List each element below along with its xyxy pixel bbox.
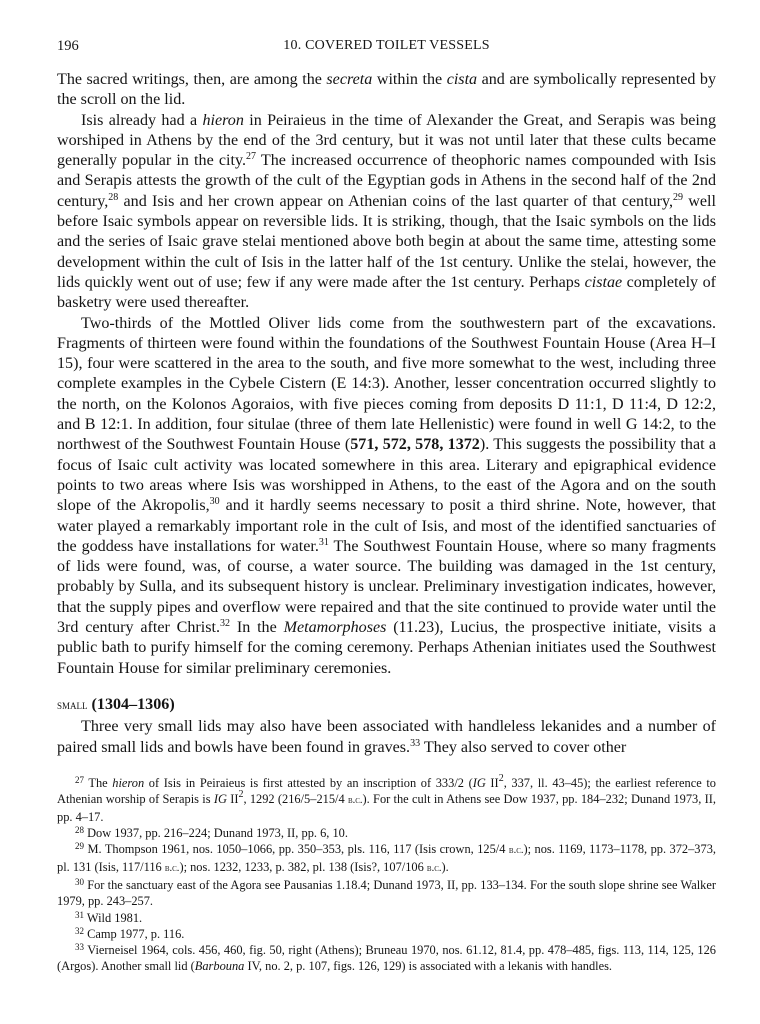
- text-run: Dow 1937, pp. 216–224; Dunand 1973, II, pp. 6, 10.: [84, 826, 348, 841]
- footnote-number: 28: [75, 825, 84, 836]
- text-run: , 337, ll. 43–45); the earliest reference to Athenian worship of Serapis is: [57, 775, 716, 806]
- text-run: and are symbolically represented by the scroll on the lid.: [57, 71, 716, 109]
- section-heading: [57, 695, 716, 715]
- text-run: Barbouna: [194, 958, 245, 973]
- text-run: IG: [472, 775, 486, 790]
- text-run: b.c.: [164, 863, 180, 875]
- footnote-27: [57, 772, 716, 825]
- text-run: II: [485, 775, 499, 790]
- text-run: Camp 1977, p. 116.: [84, 926, 185, 941]
- paragraph-3: [57, 314, 716, 679]
- text-run: and Isis and her crown appear on Athenian coins of the last quarter of that century,: [118, 192, 674, 210]
- footnote-28: [57, 825, 716, 841]
- text-run: well before Isaic symbols appear on reversible lids. It is striking, though, that the Isaic symbols on the lids and the series of Isaic grave stelai mentioned above both begin at about the same time, attesting some development within the cult of Isis in the latter half of the 1st century. Unlike the stelai, however, the lids quickly went out of use; few if any were made after the 1st century. Perhaps: [57, 192, 716, 291]
- note-reference: 28: [108, 191, 119, 203]
- note-reference: 2: [238, 788, 244, 800]
- text-run: and it hardly seems necessary to posit a third shrine. Note, however, that water played a remarkably important role in the cult of Isis, and most of the identified sanctuaries of the goddess have installations for water.: [57, 497, 717, 555]
- paragraph-1: [57, 70, 716, 111]
- text-run: M. Thompson 1961, nos. 1050–1066, pp. 350–353, pls. 116, 117 (Isis crown, 125/4: [84, 842, 509, 857]
- text-run: ).: [441, 860, 449, 875]
- text-run: Three very small lids may also have been associated with handleless lekanides and a number of paired small lids and bowls have been found in graves.: [57, 718, 716, 756]
- text-run: hieron: [202, 111, 244, 129]
- text-run: b.c.: [426, 863, 442, 875]
- text-run: Metamorphoses: [283, 619, 387, 637]
- text-run: hieron: [112, 775, 145, 790]
- text-run: They also served to cover other: [420, 738, 627, 756]
- footnote-number: 31: [75, 909, 84, 920]
- note-reference: 29: [673, 191, 684, 203]
- paragraph-4: [57, 717, 716, 758]
- text-run: within the: [372, 71, 447, 88]
- text-run: The: [84, 775, 113, 790]
- footnote-number: 27: [75, 774, 84, 785]
- text-run: The increased occurrence of theophoric names compounded with Isis and Serapis attests the growth of the cult of the Egyptian gods in Athens in the second half of the 2nd century,: [57, 152, 716, 210]
- note-reference: 31: [318, 536, 329, 548]
- footnote-number: 29: [75, 841, 84, 852]
- note-reference: 32: [220, 618, 231, 630]
- text-run: completely of basketry were used thereafter.: [57, 273, 716, 312]
- footnote-number: 30: [75, 877, 84, 888]
- text-run: In the: [230, 619, 284, 637]
- text-run: ); nos. 1232, 1233, p. 382, pl. 138 (Isis?, 107/106: [179, 860, 427, 875]
- text-run: of Isis in Peiraieus is first attested by an inscription of 333/2 (: [144, 775, 473, 790]
- text-run: cista: [446, 71, 478, 88]
- running-head: 10. COVERED TOILET VESSELS: [283, 38, 490, 53]
- paragraph-2: [57, 111, 716, 314]
- section-heading-label: small: [57, 696, 88, 712]
- text-run: The Southwest Fountain House, where so many fragments of lids were found, was, of course, a water source. The building was damaged in the 1st century, probably by Sulla, and its subsequent history is unclear. Preliminary investigation indicates, however, that the supply pipes and overflow were repaired and that the site continued to provide water until the 3rd century after Christ.: [57, 537, 716, 637]
- text-run: b.c.: [508, 845, 524, 857]
- page-number: 196: [57, 38, 79, 54]
- section-heading-range: (1304–1306): [91, 695, 175, 713]
- note-reference: 30: [209, 496, 220, 508]
- text-run: ). This suggests the possibility that a focus of Isaic cult activity was located somewhere in this area. Literary and epigraphical evidence points to two areas where Isis was worshipped in Athens, to the east of the Agora and on the south slope of the Akropolis,: [57, 436, 717, 515]
- text-run: Isis already had a: [81, 111, 203, 129]
- text-run: ); nos. 1169, 1173–1178, pp. 372–373, pl. 131 (Isis, 117/116: [57, 842, 716, 875]
- text-run: cistae: [584, 273, 623, 291]
- text-run: The sacred writings, then, are among the: [57, 71, 327, 88]
- text-run: Two-thirds of the Mottled Oliver lids come from the southwestern part of the excavations. Fragments of thirteen were found within the foundations of the Southwest Fountain House (Area H–I 15), four were scattered in the area to the south, and five more somewhat to the west, including three complete examples in the Cybele Cistern (E 14:3). Another, lesser concentration occurred slightly to the north, on the Kolonos Agoraios, with five pieces coming from deposits D 11:1, D 11:4, D 12:2, and B 12:1. In addition, four situlae (three of them late Hellenistic) were found in well G 14:2, to the northwest of the Southwest Fountain House (: [57, 314, 716, 454]
- page-header: [57, 38, 716, 60]
- footnote-33: [57, 942, 716, 974]
- note-reference: 27: [246, 151, 256, 163]
- text-run: Wild 1981.: [84, 910, 143, 925]
- text-run: secreta: [326, 71, 373, 88]
- footnotes: [57, 772, 716, 974]
- body-text: [57, 70, 716, 758]
- footnote-number: 32: [75, 925, 84, 936]
- footnote-29: [57, 841, 716, 877]
- text-run: (11.23), Lucius, the prospective initiate, visits a public bath to purify himself for the coming ceremony. Perhaps Athenian initiates used the Southwest Fountain House for similar preliminary ceremonies.: [57, 619, 716, 677]
- text-run: in Peiraieus in the time of Alexander the Great, and Serapis was being worshiped in Athens by the end of the 3rd century, but it was not until later that these cults became generally popular in the city.: [57, 111, 716, 170]
- text-run: ). For the cult in Athens see Dow 1937, pp. 184–232; Dunand 1973, II, pp. 4–17.: [57, 791, 716, 824]
- note-reference: 33: [410, 737, 421, 749]
- text-run: For the sanctuary east of the Agora see Pausanias 1.18.4; Dunand 1973, II, pp. 133–134. For the south slope shrine see Walker 1979, pp. 243–257.: [57, 878, 716, 909]
- text-run: II: [226, 791, 239, 806]
- note-reference: 2: [498, 772, 504, 784]
- text-run: IV, no. 2, p. 107, figs. 126, 129) is associated with a lekanis with handles.: [244, 958, 613, 973]
- footnote-32: [57, 926, 716, 942]
- text-run: Vierneisel 1964, cols. 456, 460, fig. 50, right (Athens); Bruneau 1970, nos. 61.12, 81.4, pp. 478–485, figs. 113, 114, 125, 126 (Argos). Another small lid (: [57, 942, 716, 973]
- text-run: b.c.: [347, 794, 363, 806]
- footnote-number: 33: [75, 941, 84, 952]
- text-run: 571, 572, 578, 1372: [350, 436, 480, 454]
- text-run: IG: [213, 791, 227, 806]
- footnote-30: [57, 877, 716, 909]
- text-run: , 1292 (216/5–215/4: [243, 791, 348, 806]
- footnote-31: [57, 910, 716, 926]
